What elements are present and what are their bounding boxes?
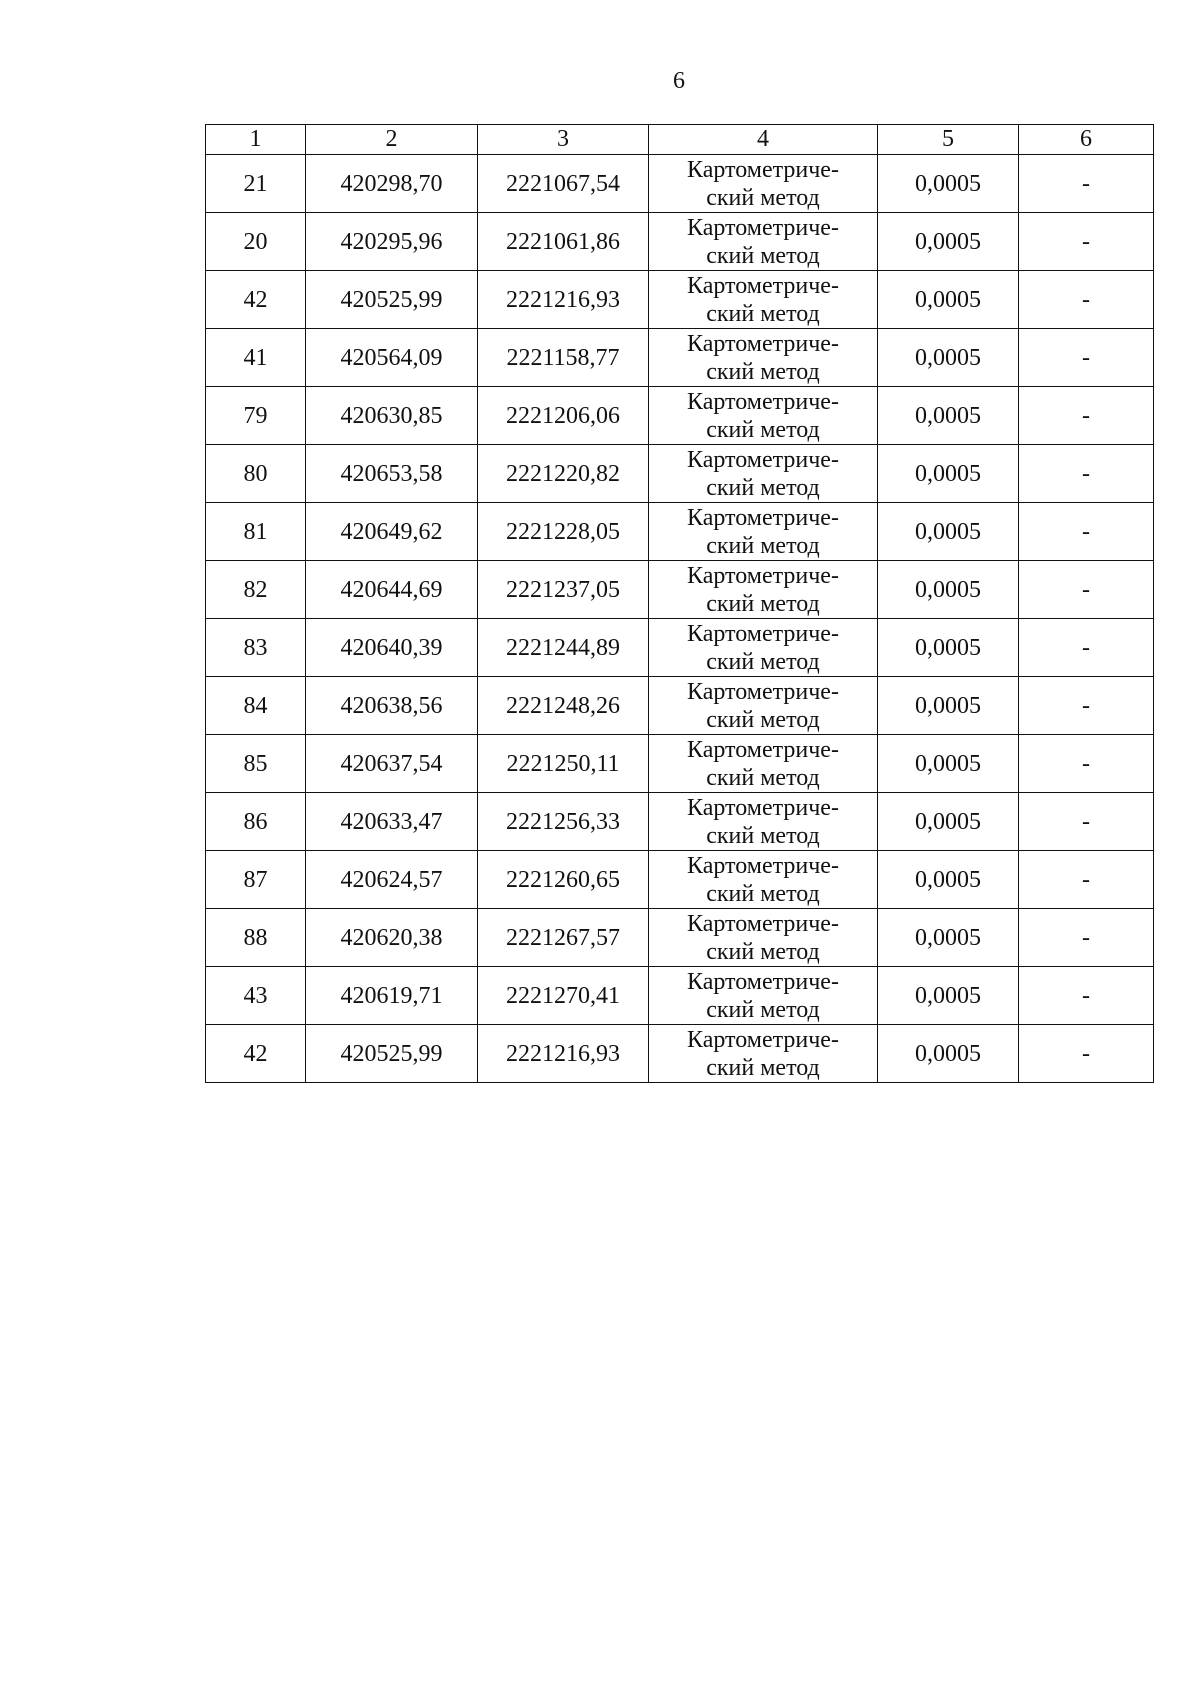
point-number-cell: 82	[206, 561, 306, 619]
method-line-2: ский метод	[706, 184, 820, 211]
y-coordinate-cell: 2221250,11	[478, 735, 649, 793]
accuracy-cell: 0,0005	[878, 387, 1019, 445]
point-number-cell: 84	[206, 677, 306, 735]
x-coordinate-cell: 420298,70	[306, 155, 478, 213]
accuracy-cell: 0,0005	[878, 619, 1019, 677]
method-cell	[649, 735, 878, 793]
note-cell: -	[1019, 793, 1154, 851]
table-row	[206, 619, 1154, 677]
note-cell: -	[1019, 677, 1154, 735]
method-cell	[649, 329, 878, 387]
x-coordinate-cell: 420653,58	[306, 445, 478, 503]
table-row	[206, 155, 1154, 213]
x-coordinate-cell: 420633,47	[306, 793, 478, 851]
method-line-2: ский метод	[706, 300, 820, 327]
point-number-cell: 79	[206, 387, 306, 445]
note-cell: -	[1019, 735, 1154, 793]
method-line-1: Картометриче-	[687, 214, 839, 241]
y-coordinate-cell: 2221228,05	[478, 503, 649, 561]
table-row	[206, 445, 1154, 503]
accuracy-cell: 0,0005	[878, 445, 1019, 503]
table-body	[206, 125, 1154, 1083]
x-coordinate-cell: 420638,56	[306, 677, 478, 735]
x-coordinate-cell: 420525,99	[306, 271, 478, 329]
point-number-cell: 80	[206, 445, 306, 503]
point-number-cell: 42	[206, 271, 306, 329]
accuracy-cell: 0,0005	[878, 271, 1019, 329]
table-row	[206, 387, 1154, 445]
accuracy-cell: 0,0005	[878, 735, 1019, 793]
method-cell	[649, 677, 878, 735]
accuracy-cell: 0,0005	[878, 851, 1019, 909]
method-line-1: Картометриче-	[687, 504, 839, 531]
accuracy-cell: 0,0005	[878, 793, 1019, 851]
table-row	[206, 1025, 1154, 1083]
note-cell: -	[1019, 909, 1154, 967]
accuracy-cell: 0,0005	[878, 561, 1019, 619]
method-line-1: Картометриче-	[687, 910, 839, 937]
x-coordinate-cell: 420295,96	[306, 213, 478, 271]
method-line-1: Картометриче-	[687, 678, 839, 705]
method-line-2: ский метод	[706, 242, 820, 269]
note-cell: -	[1019, 1025, 1154, 1083]
method-cell	[649, 213, 878, 271]
table-row	[206, 503, 1154, 561]
y-coordinate-cell: 2221158,77	[478, 329, 649, 387]
point-number-cell: 41	[206, 329, 306, 387]
table-row	[206, 967, 1154, 1025]
x-coordinate-cell: 420644,69	[306, 561, 478, 619]
point-number-cell: 21	[206, 155, 306, 213]
point-number-cell: 86	[206, 793, 306, 851]
method-cell	[649, 445, 878, 503]
note-cell: -	[1019, 851, 1154, 909]
method-line-2: ский метод	[706, 590, 820, 617]
y-coordinate-cell: 2221260,65	[478, 851, 649, 909]
header-cell-6: 6	[1019, 125, 1154, 155]
point-number-cell: 81	[206, 503, 306, 561]
method-cell	[649, 271, 878, 329]
method-cell	[649, 851, 878, 909]
page-number: 6	[673, 68, 685, 94]
method-line-2: ский метод	[706, 996, 820, 1023]
header-cell-5: 5	[878, 125, 1019, 155]
accuracy-cell: 0,0005	[878, 1025, 1019, 1083]
note-cell: -	[1019, 967, 1154, 1025]
method-cell	[649, 793, 878, 851]
coordinates-table	[205, 124, 1154, 1083]
y-coordinate-cell: 2221244,89	[478, 619, 649, 677]
method-cell	[649, 561, 878, 619]
header-cell-3: 3	[478, 125, 649, 155]
y-coordinate-cell: 2221270,41	[478, 967, 649, 1025]
method-line-2: ский метод	[706, 648, 820, 675]
x-coordinate-cell: 420619,71	[306, 967, 478, 1025]
method-line-2: ский метод	[706, 764, 820, 791]
method-line-1: Картометриче-	[687, 446, 839, 473]
table-header-row	[206, 125, 1154, 155]
point-number-cell: 83	[206, 619, 306, 677]
note-cell: -	[1019, 561, 1154, 619]
method-line-2: ский метод	[706, 1054, 820, 1081]
note-cell: -	[1019, 271, 1154, 329]
method-line-1: Картометриче-	[687, 272, 839, 299]
header-cell-2: 2	[306, 125, 478, 155]
method-line-1: Картометриче-	[687, 1026, 839, 1053]
x-coordinate-cell: 420525,99	[306, 1025, 478, 1083]
header-cell-1: 1	[206, 125, 306, 155]
y-coordinate-cell: 2221206,06	[478, 387, 649, 445]
x-coordinate-cell: 420630,85	[306, 387, 478, 445]
point-number-cell: 88	[206, 909, 306, 967]
method-line-1: Картометриче-	[687, 156, 839, 183]
method-line-1: Картометриче-	[687, 736, 839, 763]
x-coordinate-cell: 420620,38	[306, 909, 478, 967]
y-coordinate-cell: 2221237,05	[478, 561, 649, 619]
method-line-1: Картометриче-	[687, 562, 839, 589]
method-line-1: Картометриче-	[687, 620, 839, 647]
accuracy-cell: 0,0005	[878, 677, 1019, 735]
y-coordinate-cell: 2221220,82	[478, 445, 649, 503]
y-coordinate-cell: 2221248,26	[478, 677, 649, 735]
accuracy-cell: 0,0005	[878, 967, 1019, 1025]
x-coordinate-cell: 420649,62	[306, 503, 478, 561]
method-cell	[649, 967, 878, 1025]
method-line-2: ский метод	[706, 822, 820, 849]
table-row	[206, 677, 1154, 735]
table-row	[206, 793, 1154, 851]
method-line-2: ский метод	[706, 416, 820, 443]
note-cell: -	[1019, 387, 1154, 445]
table-row	[206, 329, 1154, 387]
y-coordinate-cell: 2221061,86	[478, 213, 649, 271]
table-row	[206, 851, 1154, 909]
table-row	[206, 213, 1154, 271]
point-number-cell: 20	[206, 213, 306, 271]
point-number-cell: 42	[206, 1025, 306, 1083]
note-cell: -	[1019, 155, 1154, 213]
note-cell: -	[1019, 619, 1154, 677]
y-coordinate-cell: 2221267,57	[478, 909, 649, 967]
accuracy-cell: 0,0005	[878, 213, 1019, 271]
method-line-2: ский метод	[706, 474, 820, 501]
method-line-2: ский метод	[706, 358, 820, 385]
note-cell: -	[1019, 329, 1154, 387]
point-number-cell: 85	[206, 735, 306, 793]
note-cell: -	[1019, 213, 1154, 271]
method-line-2: ский метод	[706, 706, 820, 733]
method-cell	[649, 155, 878, 213]
accuracy-cell: 0,0005	[878, 503, 1019, 561]
table-row	[206, 271, 1154, 329]
x-coordinate-cell: 420637,54	[306, 735, 478, 793]
method-line-1: Картометриче-	[687, 852, 839, 879]
method-cell	[649, 1025, 878, 1083]
x-coordinate-cell: 420624,57	[306, 851, 478, 909]
method-cell	[649, 387, 878, 445]
y-coordinate-cell: 2221256,33	[478, 793, 649, 851]
header-cell-4: 4	[649, 125, 878, 155]
accuracy-cell: 0,0005	[878, 329, 1019, 387]
method-line-2: ский метод	[706, 532, 820, 559]
x-coordinate-cell: 420640,39	[306, 619, 478, 677]
accuracy-cell: 0,0005	[878, 909, 1019, 967]
x-coordinate-cell: 420564,09	[306, 329, 478, 387]
method-cell	[649, 503, 878, 561]
table-row	[206, 909, 1154, 967]
y-coordinate-cell: 2221216,93	[478, 1025, 649, 1083]
method-line-2: ский метод	[706, 938, 820, 965]
method-line-1: Картометриче-	[687, 388, 839, 415]
y-coordinate-cell: 2221216,93	[478, 271, 649, 329]
method-line-1: Картометриче-	[687, 968, 839, 995]
point-number-cell: 87	[206, 851, 306, 909]
point-number-cell: 43	[206, 967, 306, 1025]
method-line-2: ский метод	[706, 880, 820, 907]
note-cell: -	[1019, 445, 1154, 503]
method-cell	[649, 909, 878, 967]
note-cell: -	[1019, 503, 1154, 561]
method-line-1: Картометриче-	[687, 794, 839, 821]
accuracy-cell: 0,0005	[878, 155, 1019, 213]
method-cell	[649, 619, 878, 677]
table-row	[206, 561, 1154, 619]
y-coordinate-cell: 2221067,54	[478, 155, 649, 213]
table-row	[206, 735, 1154, 793]
method-line-1: Картометриче-	[687, 330, 839, 357]
